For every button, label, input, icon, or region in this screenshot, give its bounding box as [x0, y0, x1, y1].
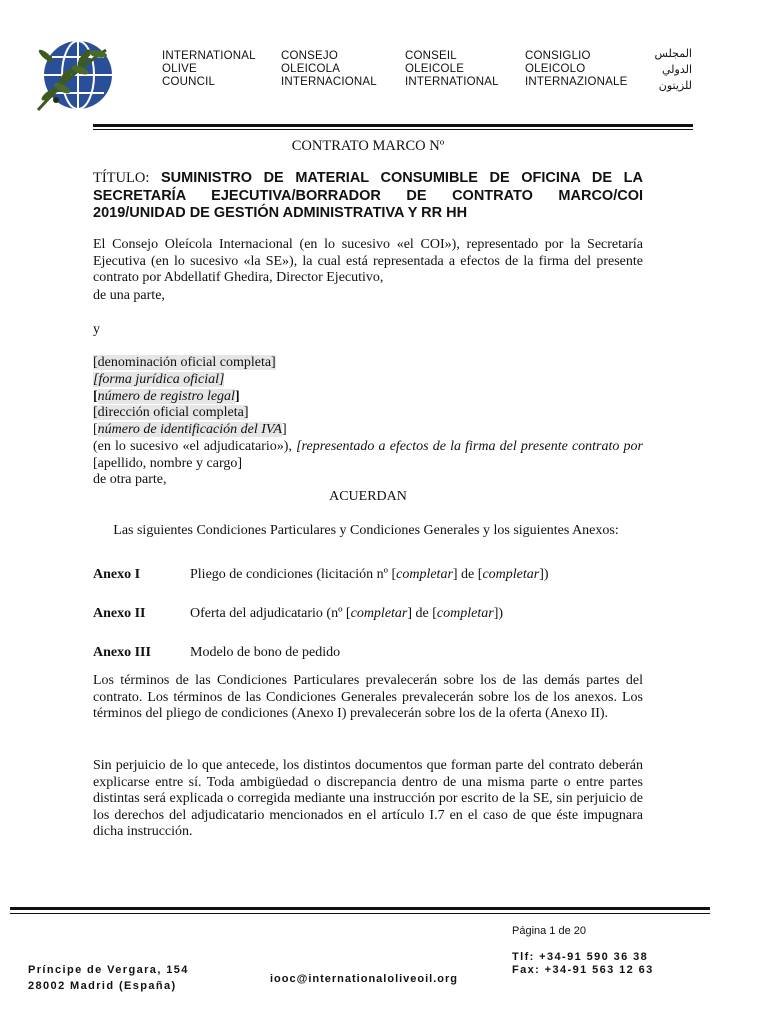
placeholder-field: [forma jurídica oficial] [93, 372, 225, 387]
header-line: للزيتون [658, 79, 692, 92]
header-line: OLEICOLA [281, 63, 341, 75]
document-heading: CONTRATO MARCO Nº [291, 138, 445, 154]
footer-fax: Fax: +34-91 563 12 63 [512, 964, 654, 976]
annex-placeholder: completar [482, 567, 540, 582]
placeholder-field: [dirección oficial completa] [93, 405, 249, 420]
annex-desc: ]) [539, 567, 549, 582]
header-english [162, 50, 256, 89]
header-line: المجلس [654, 47, 692, 60]
header-french [405, 50, 499, 89]
footer-address-line1: Príncipe de Vergara, 154 [28, 964, 189, 976]
header-italian [525, 50, 627, 89]
header-spanish [281, 50, 377, 89]
header-rule [93, 124, 693, 127]
annex-desc: ] de [ [407, 606, 437, 621]
footer-address-line2: 28002 Madrid (España) [28, 980, 177, 992]
bracket: ] [281, 422, 287, 437]
document-title [93, 170, 643, 223]
annex-placeholder: completar [350, 606, 408, 621]
annex-desc: ]) [493, 606, 504, 621]
annex-key: Anexo I [93, 567, 141, 582]
header-line: OLEICOLO [525, 63, 586, 75]
globe-olive-branch-logo [26, 30, 126, 120]
annex-desc: Modelo de bono de pedido [190, 645, 341, 660]
footer-rule-thin [10, 913, 710, 914]
annex-desc: ] de [ [452, 567, 483, 582]
title-text: SUMINISTRO DE MATERIAL CONSUMIBLE DE OFICINA DE LA SECRETARÍA EJECUTIVA/BORRADOR DE CONTRATO MARCO/COI 2019/UNIDAD DE GESTIÓN ADMINISTRATIVA Y RR HH [93, 170, 643, 221]
footer-rule [10, 907, 710, 910]
header-line: INTERNATIONAL [162, 50, 256, 62]
conjunction: y [93, 322, 100, 337]
header-line: CONSEIL [405, 50, 457, 62]
bracket: [ [93, 422, 98, 437]
header-line: الدولي [661, 63, 692, 76]
annex-row [93, 567, 549, 583]
party-two-text: (en lo sucesivo «el adjudicatario»), [93, 439, 297, 454]
placeholder-name [93, 355, 643, 372]
header-arabic [634, 46, 692, 94]
placeholder-field: número de registro legal [97, 389, 235, 404]
header-line: COUNCIL [162, 76, 216, 88]
party-two-representative: [representado a efectos de la firma del presente contrato por [296, 439, 644, 454]
header-line: CONSEJO [281, 50, 338, 62]
party-two-end: de otra parte, [93, 472, 167, 487]
annex-desc: Pliego de condiciones (licitación nº [ [190, 567, 397, 582]
agree-heading: ACUERDAN [329, 489, 407, 504]
bracket: ] [234, 389, 240, 404]
annex-placeholder: completar [396, 567, 453, 582]
title-label: TÍTULO: [93, 170, 150, 186]
placeholder-vat [93, 422, 643, 439]
footer-email: iooc@internationaloliveoil.org [270, 973, 459, 985]
interpretation-paragraph: Sin perjuicio de lo que antecede, los distintos documentos que forman parte del contrato deberán explicarse entre sí. Toda ambigüedad o discrepancia dentro de una misma parte o entre partes distintas será explicada o corregida mediante una instrucción por escrito de la SE, sin perjuicio de los derechos del adjudicatario mencionados en el artículo I.7 en el caso de que éste impugnara dicha instrucción. [93, 758, 643, 839]
party-two-name-placeholder: [apellido, nombre y cargo] [93, 455, 243, 471]
placeholder-field: [denominación oficial completa] [93, 355, 276, 370]
party-one-paragraph: El Consejo Oleícola Internacional (en lo sucesivo «el COI»), representado por la Secretaría Ejecutiva (en lo sucesivo «la SE»), la cual está representada a efectos de la firma del presente contrato por Abdellatif Ghedira, Director Ejecutivo, [93, 237, 643, 285]
footer-phone: Tlf: +34-91 590 36 38 [512, 951, 649, 963]
annex-key: Anexo III [93, 645, 151, 660]
header-line: INTERNATIONAL [405, 76, 499, 88]
header-rule-thin [93, 129, 693, 130]
annex-row [93, 606, 503, 622]
header-line: OLEICOLE [405, 63, 465, 75]
annex-row [93, 645, 340, 661]
annex-placeholder: completar [436, 606, 494, 621]
placeholder-address [93, 405, 643, 422]
prevalence-paragraph: Los términos de las Condiciones Particulares prevalecerán sobre los de las demás partes del contrato. Los términos de las Condiciones Generales prevalecerán sobre los de los anexos. Los términos del pliego de condiciones (Anexo I) prevalecerán sobre los de la oferta (Anexo II). [93, 673, 643, 721]
placeholder-field: número de identificación del IVA [97, 422, 282, 437]
party-two-paragraph [93, 439, 643, 472]
annex-key: Anexo II [93, 606, 146, 621]
conditions-paragraph: Las siguientes Condiciones Particulares y Condiciones Generales y los siguientes Anexos: [113, 523, 619, 538]
header-line: INTERNAZIONALE [525, 76, 628, 88]
annex-desc: Oferta del adjudicatario (nº [ [190, 606, 351, 621]
bracket: [ [93, 389, 98, 404]
placeholder-legal-form [93, 372, 643, 389]
party-one-end: de una parte, [93, 288, 165, 303]
header-line: CONSIGLIO [525, 50, 591, 62]
placeholder-registry [93, 389, 643, 406]
page-number: Página 1 de 20 [512, 925, 587, 937]
header-line: OLIVE [162, 63, 197, 75]
header-line: INTERNACIONAL [281, 76, 377, 88]
